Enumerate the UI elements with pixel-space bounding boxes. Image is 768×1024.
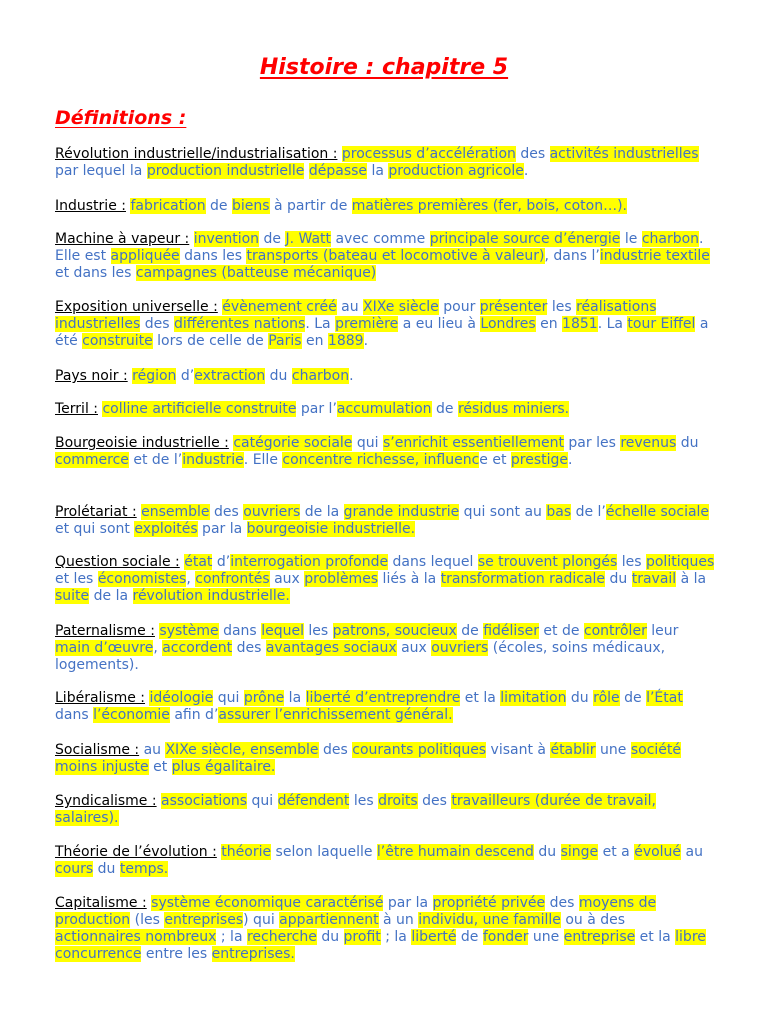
definition-text: les [349,793,379,809]
highlighted-text: ouvriers [243,504,301,520]
definition-text: par lequel la [55,163,147,179]
definition-text: au [681,844,703,860]
definition-entry [55,146,715,180]
highlighted-text: établir [550,742,596,758]
definition-text: qui [247,793,278,809]
highlighted-text: ouvriers [431,640,489,656]
definition-term: Machine à vapeur : [55,231,190,247]
definition-text: une [528,929,564,945]
highlighted-text: campagnes (batteuse mécanique) [135,265,377,281]
highlighted-text: concentre richesse, influenc [282,452,480,468]
highlighted-text: prestige [510,452,569,468]
highlighted-text: colline artificielle construite [102,401,297,417]
highlighted-text: industrie textile [599,248,710,264]
definition-text: en [301,333,328,349]
definition-text: des [545,895,579,911]
definition-text: . Elle est [55,231,704,264]
highlighted-text: révolution industrielle. [132,588,290,604]
highlighted-text: prône [243,690,285,706]
highlighted-text: échelle sociale [605,504,710,520]
definition-text: avec comme [331,231,430,247]
definition-text: de [431,401,458,417]
definition-text: e et [479,452,511,468]
highlighted-text: appartiennent [279,912,379,928]
definition-text: une [595,742,631,758]
highlighted-text: industrie [182,452,244,468]
definition-text: . La [305,316,336,332]
definition-text: qui [352,435,383,451]
definition-text: lors de celle de [152,333,269,349]
highlighted-text: accordent [162,640,233,656]
highlighted-text: temps. [119,861,169,877]
highlighted-text: dépasse [308,163,368,179]
highlighted-text: système [159,623,219,639]
highlighted-text: évènement créé [222,299,337,315]
definition-term: Bourgeoisie industrielle : [55,435,229,451]
definition-term: Prolétariat : [55,504,137,520]
highlighted-text: fidéliser [483,623,539,639]
highlighted-text: charbon [291,368,350,384]
definition-text: dans lequel [388,554,478,570]
highlighted-text: région [132,368,177,384]
highlighted-text: suite [55,588,90,604]
highlighted-text: catégorie sociale [233,435,353,451]
highlighted-text: appliquée [110,248,180,264]
definition-entry [55,623,715,674]
highlighted-text: profit [343,929,381,945]
highlighted-text: moyens de production [55,895,657,928]
highlighted-text: production industrielle [146,163,305,179]
definition-text: du [605,571,632,587]
definition-term: Libéralisme : [55,690,146,706]
definition-text: et la [460,690,501,706]
highlighted-text: fonder [482,929,529,945]
highlighted-text: politiques [645,554,715,570]
highlighted-text: XIXe siècle, ensemble [165,742,319,758]
definition-text: par la [197,521,247,537]
highlighted-text: défendent [277,793,350,809]
highlighted-text: idéologie [149,690,214,706]
definition-entry [55,690,715,724]
definition-text: d’ [212,554,231,570]
highlighted-text: transports (bateau et locomotive à valeur) [246,248,545,264]
definition-text: à la [676,571,707,587]
definition-text: , [186,571,196,587]
definition-text: des [232,640,266,656]
definition-text: le [620,231,642,247]
definition-term: Exposition universelle : [55,299,218,315]
highlighted-text: patrons, soucieux [332,623,457,639]
definition-text: et de l’ [128,452,183,468]
highlighted-text: 1889 [327,333,364,349]
definition-text: des [318,742,353,758]
definition-entry [55,554,715,605]
definition-term: Question sociale : [55,554,180,570]
definition-text: aux [396,640,432,656]
highlighted-text: matières premières (fer, bois, coton…). [351,198,628,214]
highlighted-text: biens [231,198,270,214]
definition-entry [55,299,715,350]
definition-text: du [265,368,292,384]
definition-term: Théorie de l’évolution : [55,844,217,860]
definition-text: à un [378,912,419,928]
definition-text: les [303,623,333,639]
highlighted-text: entreprises. [211,946,295,962]
definition-text: . La [597,316,628,332]
highlighted-text: bourgeoisie industrielle. [246,521,416,537]
highlighted-text: société moins injuste [55,742,681,775]
definition-text: de [456,929,483,945]
highlighted-text: plus égalitaire. [171,759,276,775]
definition-text: , [153,640,163,656]
highlighted-text: assurer l’enrichissement général. [218,707,453,723]
highlighted-text: principale source d’énergie [429,231,621,247]
definition-text: la [367,163,389,179]
highlighted-text: l’État [646,690,683,706]
definition-text: leur [646,623,679,639]
definition-term: Pays noir : [55,368,128,384]
highlighted-text: lequel [261,623,304,639]
highlighted-text: contrôler [583,623,647,639]
definition-text: a eu lieu à [398,316,481,332]
definition-term: Industrie : [55,198,126,214]
highlighted-text: entreprises [164,912,244,928]
definition-entry [55,231,715,282]
definition-text: visant à [486,742,551,758]
definition-text: des [140,316,174,332]
definition-term: Syndicalisme : [55,793,157,809]
definition-text: de [619,690,647,706]
definition-text: d’ [176,368,195,384]
highlighted-text: présenter [479,299,548,315]
definition-text: du [316,929,344,945]
highlighted-text: charbon [641,231,700,247]
definition-term: Socialisme : [55,742,140,758]
highlighted-text: main d’œuvre [55,640,154,656]
definition-text: et dans les [55,265,136,281]
highlighted-text: interrogation profonde [230,554,389,570]
definition-text: à partir de [269,198,352,214]
highlighted-text: l’économie [93,707,170,723]
definition-text: (écoles, soins médicaux, logements). [55,640,666,673]
definition-text: dans [218,623,262,639]
definition-text: et a [598,844,635,860]
definition-text: entre les [141,946,212,962]
definition-text: les [547,299,577,315]
definition-entry [55,504,715,538]
highlighted-text: confrontés [195,571,270,587]
definition-text: par la [383,895,433,911]
highlighted-text: recherche [246,929,317,945]
highlighted-text: entreprise [563,929,636,945]
definition-text: de l’ [571,504,606,520]
highlighted-text: commerce [55,452,129,468]
highlighted-text: invention [193,231,260,247]
definition-term: Paternalisme : [55,623,155,639]
definition-text: dans les [179,248,247,264]
definition-text: afin d’ [169,707,219,723]
definition-text: , dans l’ [544,248,600,264]
highlighted-text: XIXe siècle [363,299,439,315]
definition-text: au [143,742,166,758]
highlighted-text: exploités [134,521,198,537]
highlighted-text: première [335,316,399,332]
definition-term: Capitalisme : [55,895,147,911]
definition-text: de [259,231,286,247]
highlighted-text: tour Eiffel [627,316,696,332]
definition-text: du [533,844,561,860]
definition-text: en [535,316,563,332]
definition-text: des [209,504,244,520]
definition-text: . [568,452,573,468]
definition-entry [55,368,715,385]
definition-text: . Elle [243,452,283,468]
highlighted-text: problèmes [304,571,379,587]
definition-text: de [205,198,232,214]
definition-entry [55,435,715,469]
definition-term: Terril : [55,401,98,417]
highlighted-text: Londres [480,316,536,332]
definition-text: du [93,861,120,877]
highlighted-text: actionnaires nombreux [55,929,217,945]
definition-text: du [566,690,594,706]
definition-text: au [336,299,364,315]
page-title: Histoire : chapitre 5 [259,55,509,80]
definition-text: par les [563,435,621,451]
definition-text: . [363,333,369,349]
highlighted-text: travail [631,571,677,587]
definition-text: (les [130,912,165,928]
definition-text: dans [55,707,94,723]
definition-text: ; la [380,929,412,945]
highlighted-text: fabrication [130,198,206,214]
highlighted-text: évolué [634,844,682,860]
highlighted-text: cours [55,861,94,877]
highlighted-text: J. Watt [285,231,332,247]
highlighted-text: se trouvent plongés [477,554,618,570]
highlighted-text: production agricole [388,163,524,179]
highlighted-text: libre concurrence [55,929,706,962]
definition-text: de la [300,504,344,520]
highlighted-text: liberté d’entreprendre [305,690,461,706]
highlighted-text: droits [378,793,418,809]
definition-entry [55,742,715,776]
highlighted-text: construite [82,333,153,349]
highlighted-text: bas [546,504,572,520]
highlighted-text: s’enrichit essentiellement [382,435,564,451]
definition-text: des [417,793,452,809]
highlighted-text: avantages sociaux [265,640,397,656]
highlighted-text: résidus miniers. [457,401,570,417]
highlighted-text: limitation [500,690,567,706]
definition-text: et de [538,623,584,639]
definition-text: qui sont au [459,504,547,520]
definition-entry [55,793,715,827]
definition-text: . [523,163,529,179]
definition-text: pour [438,299,480,315]
highlighted-text: singe [560,844,599,860]
highlighted-text: état [184,554,213,570]
highlighted-text: Paris [268,333,302,349]
definition-entry [55,844,715,878]
definition-text: liés à la [378,571,441,587]
highlighted-text: grande industrie [343,504,460,520]
definition-text: des [515,146,550,162]
highlighted-text: processus d’accélération [341,146,516,162]
definition-text: de [456,623,484,639]
definition-text: de la [89,588,133,604]
highlighted-text: ensemble [141,504,210,520]
highlighted-text: travailleurs (durée de travail, salaires). [55,793,656,826]
definition-text: . [349,368,354,384]
highlighted-text: rôle [593,690,620,706]
definition-entry [55,895,715,963]
definition-text: les [617,554,646,570]
definition-entry [55,198,715,215]
highlighted-text: l’être humain descend [376,844,534,860]
highlighted-text: système économique caractérisé [151,895,384,911]
highlighted-text: extraction [194,368,266,384]
definition-text: aux [269,571,305,587]
highlighted-text: associations [161,793,248,809]
definition-text: par l’ [296,401,337,417]
highlighted-text: revenus [620,435,677,451]
definition-text: du [676,435,699,451]
definition-text: selon laquelle [271,844,377,860]
highlighted-text: propriété privée [432,895,546,911]
definition-text: a été [55,316,709,349]
highlighted-text: liberté [411,929,457,945]
highlighted-text: courants politiques [352,742,487,758]
highlighted-text: économistes [97,571,187,587]
definition-text: et les [55,571,98,587]
highlighted-text: activités industrielles [549,146,699,162]
definition-text: la [284,690,306,706]
definition-entry [55,401,715,418]
definition-text: et la [635,929,676,945]
definition-text: ; la [216,929,247,945]
definition-text: qui [213,690,244,706]
definition-text: et qui sont [55,521,135,537]
definition-term: Révolution industrielle/industrialisation : [55,146,338,162]
section-heading: Définitions : [55,107,187,129]
highlighted-text: 1851 [562,316,598,332]
highlighted-text: accumulation [336,401,432,417]
highlighted-text: différentes nations [173,316,306,332]
highlighted-text: transformation radicale [440,571,606,587]
definition-text: ) qui [243,912,280,928]
definition-text: ou à des [560,912,626,928]
highlighted-text: individu, une famille [418,912,561,928]
highlighted-text: théorie [221,844,272,860]
definition-text: et [148,759,172,775]
highlighted-text: réalisations industrielles [55,299,657,332]
